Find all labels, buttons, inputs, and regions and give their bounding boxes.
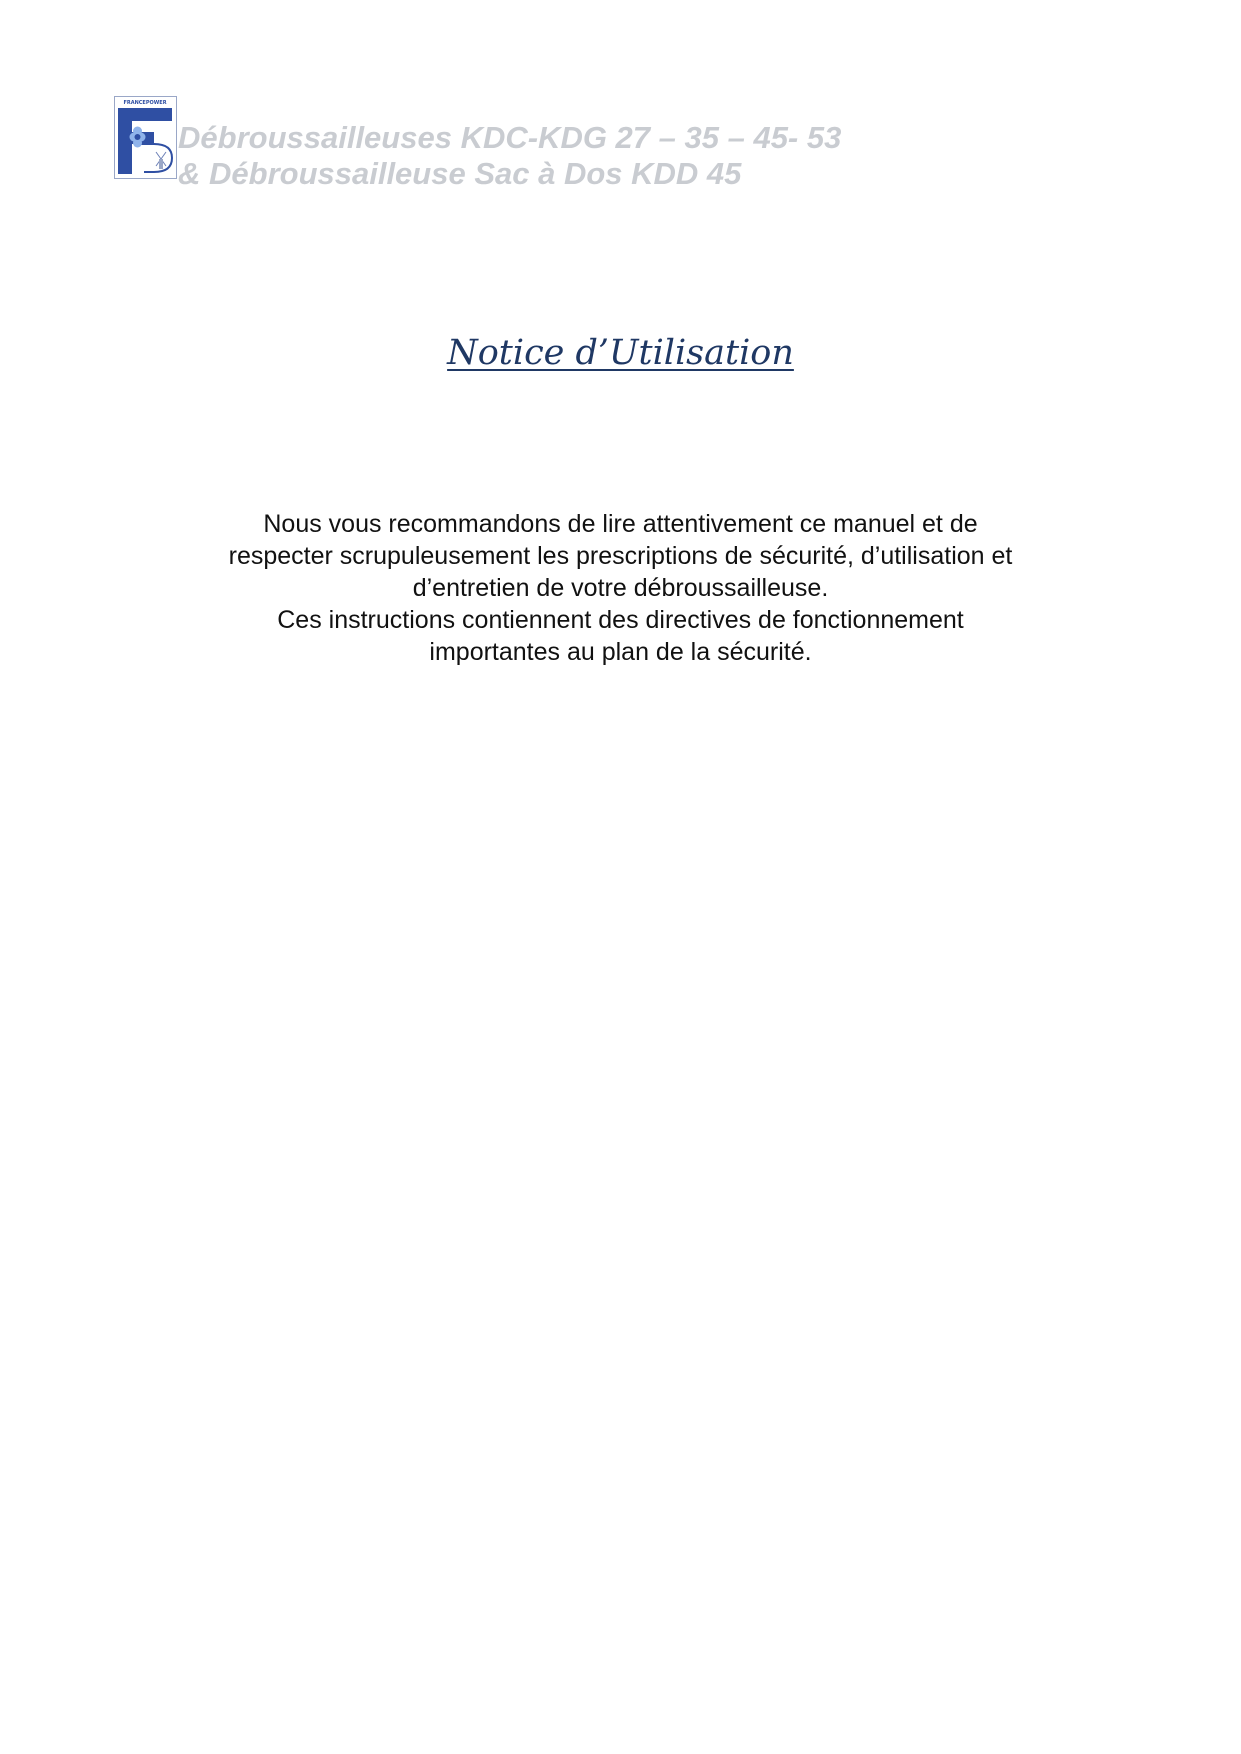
intro-line: Nous vous recommandons de lire attentivement ce manuel et de [263,510,978,538]
document-title [0,331,1241,375]
header-line-2: & Débroussailleuse Sac à Dos KDD 45 [178,156,742,191]
logo-brand-text: FRANCEPOWER [123,100,167,107]
intro-paragraph [150,508,1091,668]
intro-line: d’entretien de votre débroussailleuse. [412,574,829,602]
header-line-1: Débroussailleuses KDC-KDG 27 – 35 – 45- 53 [178,120,842,155]
document-title-text: Notice d’Utilisation [447,333,794,373]
francepower-logo [114,96,180,180]
page-header [114,96,934,191]
intro-line: respecter scrupuleusement les prescriptions de sécurité, d’utilisation et [228,542,1013,570]
intro-line: importantes au plan de la sécurité. [429,638,812,666]
intro-line: Ces instructions contiennent des directives de fonctionnement [277,606,964,634]
header-product-title [178,120,841,192]
